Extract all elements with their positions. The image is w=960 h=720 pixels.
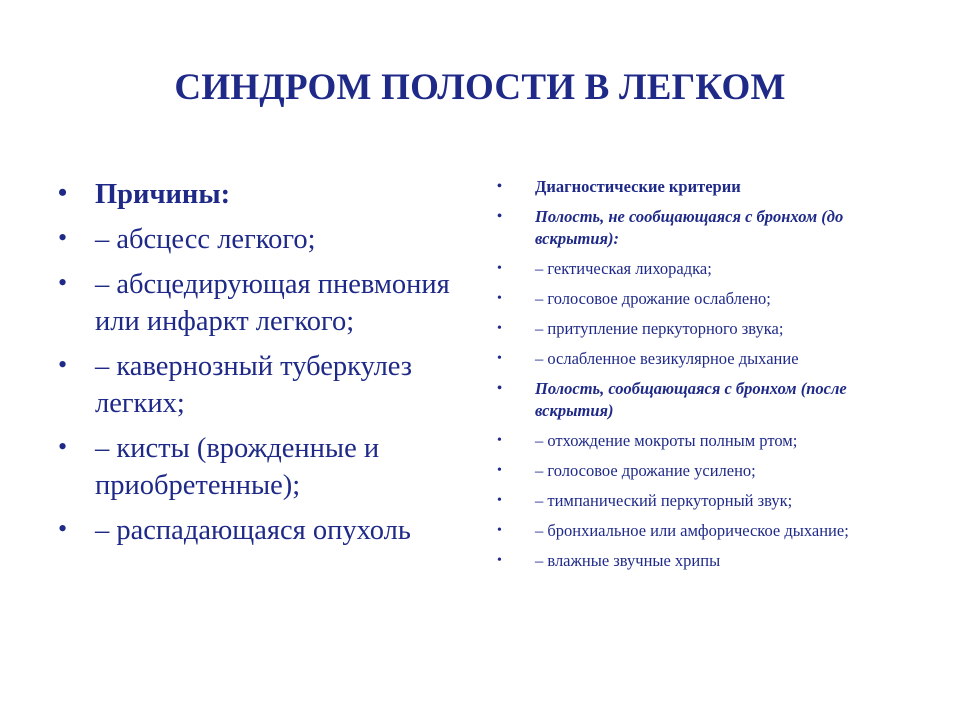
list-item: [497, 460, 917, 482]
list-item-text: – абсцесс легкого;: [95, 224, 316, 255]
bullet-dot-icon: •: [497, 493, 502, 508]
list-item-text: – абсцедирующая пневмония или инфаркт легкого;: [95, 269, 450, 337]
bullet-dot-icon: •: [58, 178, 68, 207]
list-item-text: – отхождение мокроты полным ртом;: [535, 431, 798, 450]
list-item: [497, 490, 917, 512]
causes-list: [58, 176, 458, 557]
slide-title: СИНДРОМ ПОЛОСТИ В ЛЕГКОМ: [174, 67, 786, 108]
list-item: [497, 550, 917, 572]
list-item: [58, 430, 458, 504]
bullet-dot-icon: •: [497, 381, 502, 396]
bullet-dot-icon: •: [58, 350, 68, 379]
list-item: [497, 348, 917, 370]
list-item: [497, 378, 917, 422]
criteria-heading: Диагностические критерии: [535, 177, 741, 196]
list-item: [58, 348, 458, 422]
list-item: [497, 206, 917, 250]
list-item: [497, 288, 917, 310]
bullet-dot-icon: •: [497, 261, 502, 276]
list-item-text: – кавернозный туберкулез легких;: [95, 351, 413, 419]
list-item: [497, 430, 917, 452]
bullet-dot-icon: •: [58, 268, 68, 297]
list-item-text: – гектическая лихорадка;: [535, 259, 712, 278]
bullet-dot-icon: •: [497, 463, 502, 478]
list-item-text: – ослабленное везикулярное дыхание: [535, 349, 799, 368]
bullet-dot-icon: •: [497, 523, 502, 538]
list-item: [497, 318, 917, 340]
bullet-dot-icon: •: [497, 553, 502, 568]
list-item-text: – голосовое дрожание усилено;: [535, 461, 756, 480]
list-item-text: – притупление перкуторного звука;: [535, 319, 784, 338]
bullet-dot-icon: •: [58, 432, 68, 461]
bullet-dot-icon: •: [58, 514, 68, 543]
bullet-dot-icon: •: [497, 433, 502, 448]
list-item-text: – тимпанический перкуторный звук;: [535, 491, 793, 510]
criteria-subheading: Полость, сообщающаяся с бронхом (после вскрытия): [535, 379, 847, 420]
criteria-subheading: Полость, не сообщающаяся с бронхом (до вскрытия):: [535, 207, 844, 248]
list-item: [497, 520, 917, 542]
list-item: [497, 258, 917, 280]
bullet-dot-icon: •: [497, 291, 502, 306]
bullet-dot-icon: •: [497, 321, 502, 336]
list-item-text: – влажные звучные хрипы: [535, 551, 721, 570]
bullet-dot-icon: •: [497, 179, 502, 194]
list-item: [58, 512, 458, 549]
list-item-text: – кисты (врожденные и приобретенные);: [95, 433, 380, 501]
list-item-text: – голосовое дрожание ослаблено;: [535, 289, 771, 308]
list-item: [58, 176, 458, 213]
bullet-dot-icon: •: [497, 351, 502, 366]
bullet-dot-icon: •: [58, 223, 68, 252]
list-item: [497, 176, 917, 198]
bullet-dot-icon: •: [497, 209, 502, 224]
list-item-text: – распадающаяся опухоль: [95, 515, 411, 546]
list-item: [58, 266, 458, 340]
causes-heading: Причины:: [95, 179, 231, 210]
criteria-list: [497, 176, 917, 580]
list-item: [58, 221, 458, 258]
list-item-text: – бронхиальное или амфорическое дыхание;: [535, 521, 849, 540]
